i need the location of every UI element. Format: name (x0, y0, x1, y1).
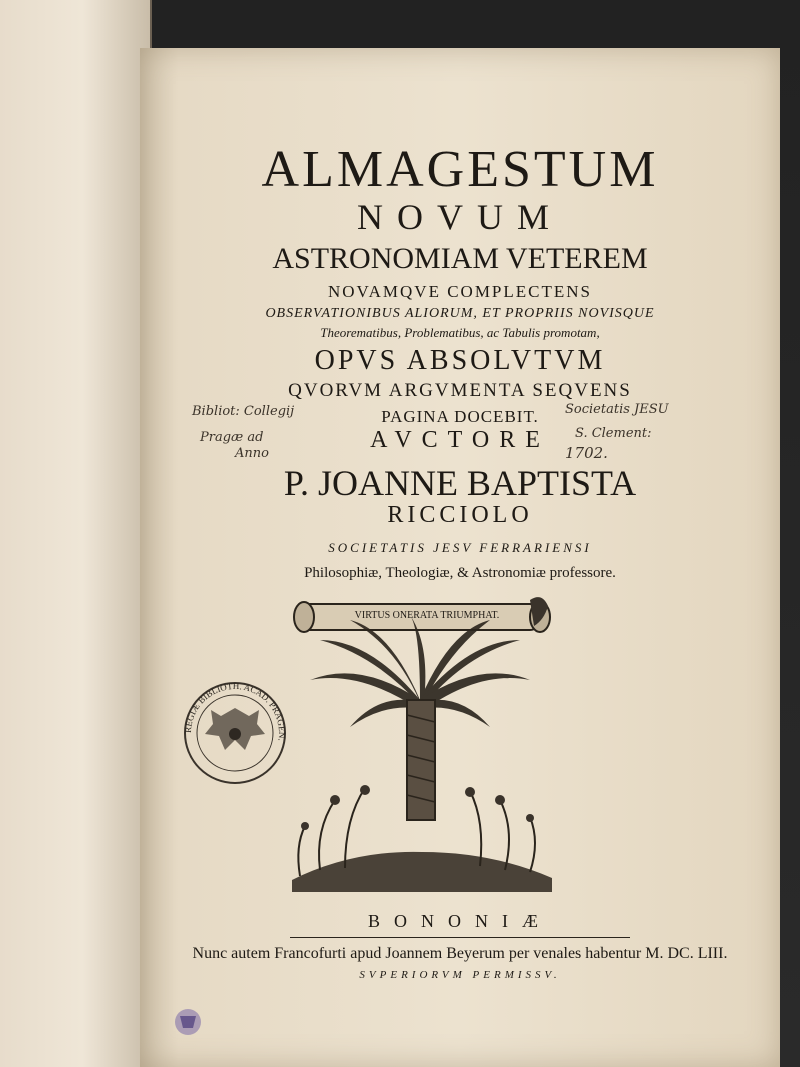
book-title: ALMAGESTUM (261, 141, 659, 198)
imprint-line: Nunc autem Francofurti apud Joannem Beyerum per venales habentur M. DC. LIII. (192, 945, 728, 962)
permissu-line: SVPERIORVM PERMISSV. (359, 969, 561, 981)
place-of-publication: BONONIÆ (367, 911, 552, 931)
subtitle-1: ASTRONOMIAM VETEREM (272, 242, 648, 275)
handwritten-note: Pragæ ad (200, 430, 264, 445)
pagina-line: PAGINA DOCEBIT. (381, 407, 539, 426)
small-stamp (175, 1009, 201, 1035)
subtitle-2: NOVAMQVE COMPLECTENS (327, 282, 592, 301)
auctore-line: AVCTORE (370, 427, 550, 453)
author-name: P. JOANNE BAPTISTA (283, 463, 637, 503)
italic-line-2: Theorematibus, Problematibus, ac Tabulis promotam, (320, 325, 600, 340)
divider-rule (290, 937, 630, 938)
italic-line-1: OBSERVATIONIBUS ALIORUM, ET PROPRIIS NOVISQUE (265, 306, 655, 321)
handwritten-note: 1702. (565, 444, 608, 462)
library-stamp (183, 681, 287, 783)
handwritten-note: Bibliot: Collegij (192, 404, 295, 419)
opus-line: OPVS ABSOLVTVM (314, 345, 606, 376)
author-surname: RICCIOLO (387, 502, 533, 528)
handwritten-note: Anno (235, 446, 269, 461)
quorum-line: QVORVM ARGVMENTA SEQVENS (288, 380, 632, 401)
handwritten-note: S. Clement: (575, 426, 652, 441)
profession-line: Philosophiæ, Theologiæ, & Astronomiæ professore. (304, 565, 616, 581)
handwritten-note: Societatis JESU (565, 402, 669, 417)
society-line: SOCIETATIS JESV FERRARIENSI (328, 540, 592, 555)
book-title-2: NOVUM (356, 197, 563, 237)
emblem-motto: VIRTUS ONERATA TRIUMPHAT. (354, 610, 500, 621)
stamp-text: REGIÆ BIBLIOTH. ACAD. PRAGEN. (182, 680, 288, 742)
palm-emblem (292, 597, 552, 892)
